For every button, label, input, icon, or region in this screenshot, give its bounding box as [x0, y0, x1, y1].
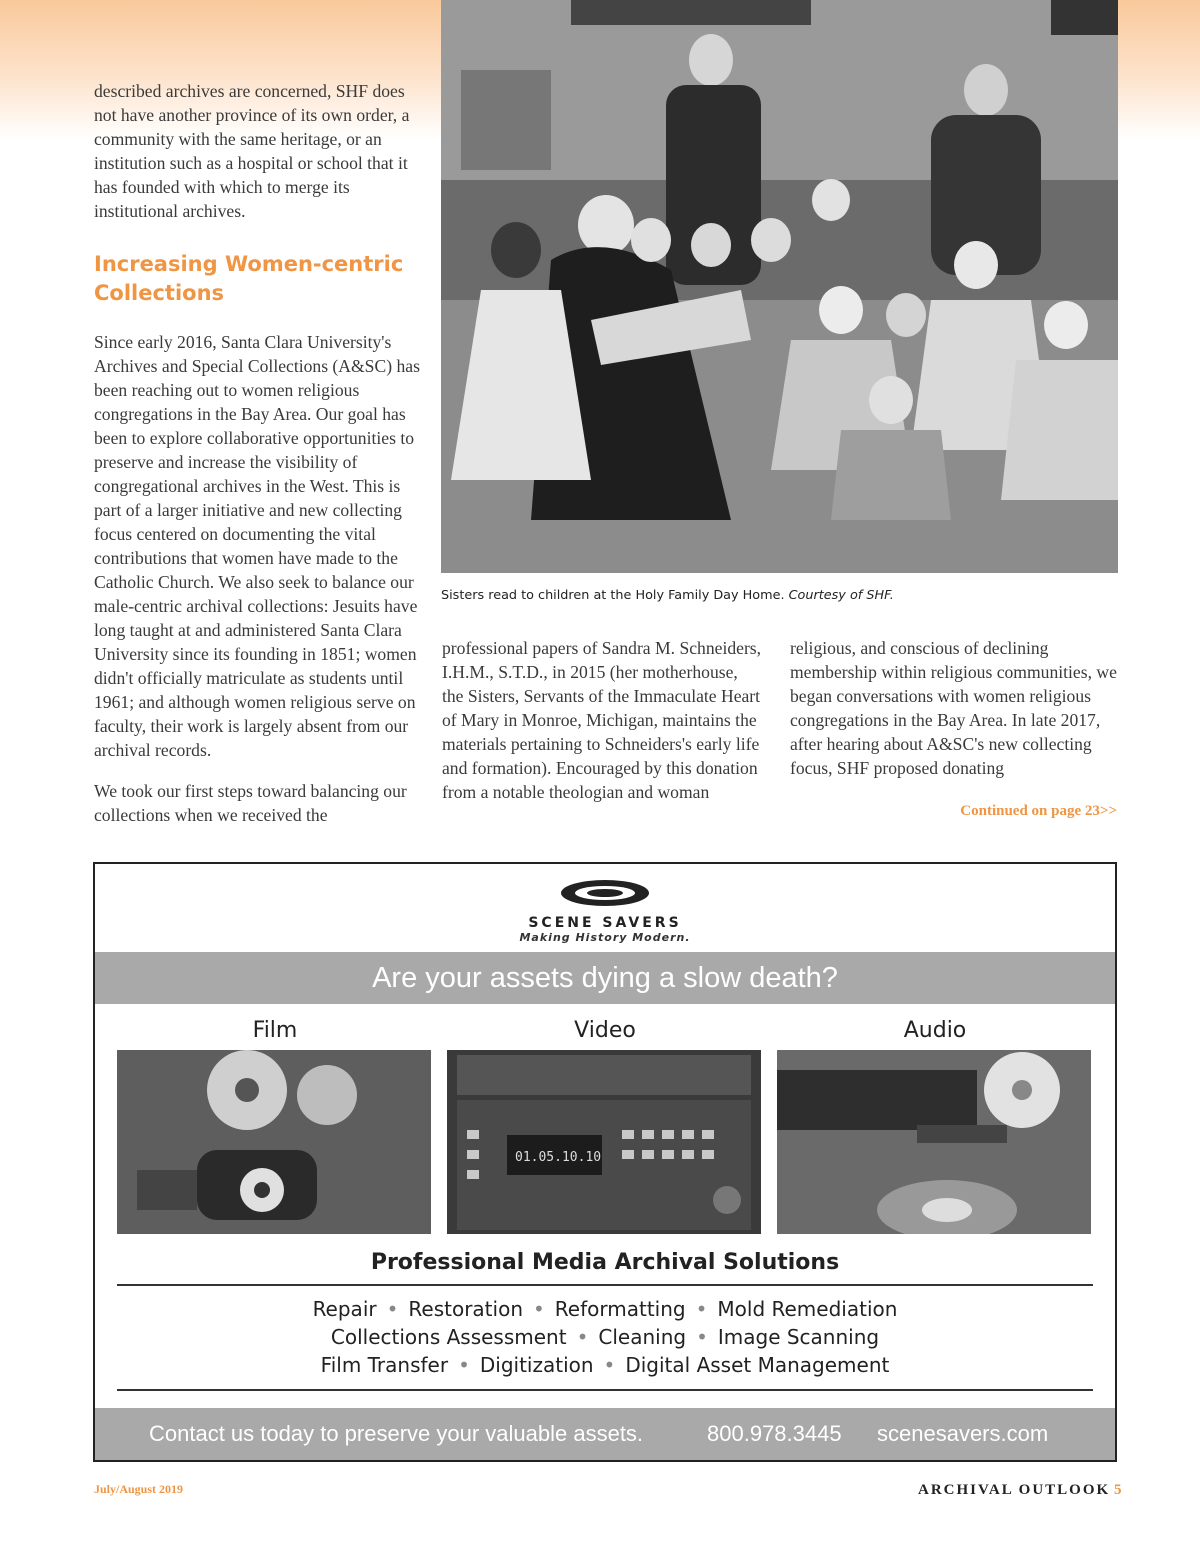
article-paragraph-1: [94, 330, 424, 762]
ad-logo: [95, 878, 1115, 944]
bullet: •: [603, 1353, 616, 1377]
publication-name: ARCHIVAL OUTLOOK: [918, 1482, 1111, 1498]
service-item: Film Transfer: [320, 1353, 449, 1377]
historical-photo: [441, 0, 1118, 573]
intro-paragraph: described archives are concerned, SHF does not have another province of its own order, a community with the same heritage, or an institution such as a hospital or school that it has founded with which to merge its institutional archives.: [94, 81, 410, 221]
continued-link[interactable]: Continued on page 23>>: [960, 803, 1117, 819]
ad-headline: Are your assets dying a slow death?: [95, 952, 1115, 1004]
photo-illustration: [441, 0, 1118, 573]
audio-image: [777, 1050, 1091, 1234]
paragraph-text: professional papers of Sandra M. Schneiders, I.H.M., S.T.D., in 2015 (her motherhouse, the Sisters, Servants of the Immaculate Heart of Mary in Monroe, Michigan, maintains the materials pertaining to Schneiders's early life and formation). Encouraged by this donation from a notable theologian and woman: [442, 638, 762, 802]
divider: [117, 1389, 1093, 1391]
bullet: •: [695, 1297, 708, 1321]
media-label-audio: Audio: [903, 1018, 967, 1043]
contact-message: Contact us today to preserve your valuable assets.: [149, 1421, 644, 1446]
bullet: •: [696, 1325, 708, 1349]
article-left-top: [94, 79, 424, 223]
service-item: Repair: [312, 1297, 377, 1321]
bullet: •: [533, 1297, 545, 1321]
bullet: •: [458, 1353, 470, 1377]
brand-tagline: Making History Modern.: [519, 931, 691, 944]
film-image: [117, 1050, 431, 1234]
bullet: •: [576, 1325, 589, 1349]
brand-name: SCENE SAVERS: [528, 915, 682, 931]
bullet: •: [386, 1297, 399, 1321]
tape-reel-icon: [777, 1050, 1091, 1234]
disc-logo-icon: [560, 878, 650, 908]
photo-credit: Courtesy of SHF.: [788, 588, 894, 603]
video-deck-icon: [447, 1050, 761, 1234]
advertisement: [93, 862, 1117, 1462]
service-item: Reformatting: [554, 1297, 686, 1321]
service-item: Digitization: [479, 1353, 594, 1377]
article-paragraph-2: [94, 779, 424, 827]
article-right-column: [790, 636, 1120, 780]
video-timecode: 01.05.10.10: [515, 1150, 602, 1165]
services-title: Professional Media Archival Solutions: [370, 1250, 840, 1275]
service-item: Cleaning: [598, 1325, 687, 1349]
paragraph-text: We took our first steps toward balancing our collections when we received the: [94, 781, 407, 825]
film-reel-icon: [117, 1050, 431, 1234]
media-label-video: Video: [574, 1018, 636, 1043]
page-number: 5: [1114, 1482, 1122, 1498]
contact-website[interactable]: scenesavers.com: [877, 1421, 1049, 1446]
section-heading: Increasing Women-centric Collections: [94, 252, 404, 305]
media-label-film: Film: [252, 1018, 298, 1043]
service-item: Image Scanning: [717, 1325, 880, 1349]
paragraph-text: religious, and conscious of declining membership within religious communities, we began conversations with women religious congregations in the Bay Area. In late 2017, after hearing about A&SC's new collecting focus, SHF proposed donating: [790, 638, 1117, 778]
service-item: Restoration: [408, 1297, 523, 1321]
services-line-1: [95, 1297, 1115, 1321]
service-item: Collections Assessment: [330, 1325, 567, 1349]
divider: [117, 1284, 1093, 1286]
caption-text: Sisters read to children at the Holy Family Day Home.: [441, 588, 785, 603]
paragraph-text: Since early 2016, Santa Clara University's Archives and Special Collections (A&SC) has been reaching out to women religious congregations in the Bay Area. Our goal has been to explore collaborative opportunities to preserve and increase the visibility of congregational archives in the West. This is part of a larger initiative and new collecting focus centered on documenting the vital contributions that women have made to the Catholic Church. We also seek to balance our male-centric archival collections: Jesuits have long taught at and administered Santa Clara University since its founding in 1851; women didn't officially matriculate as students until 1961; and although women religious serve on faculty, their work is largely absent from our archival records.: [94, 332, 420, 760]
photo-caption: [441, 588, 1118, 603]
contact-band: [95, 1408, 1115, 1460]
contact-phone[interactable]: 800.978.3445: [707, 1421, 842, 1446]
video-image: [447, 1050, 761, 1234]
issue-date: July/August 2019: [94, 1482, 184, 1496]
services-line-3: [95, 1353, 1115, 1377]
service-item: Digital Asset Management: [625, 1353, 890, 1377]
services-line-2: [95, 1325, 1115, 1349]
article-middle-column: [442, 636, 762, 804]
service-item: Mold Remediation: [717, 1297, 898, 1321]
